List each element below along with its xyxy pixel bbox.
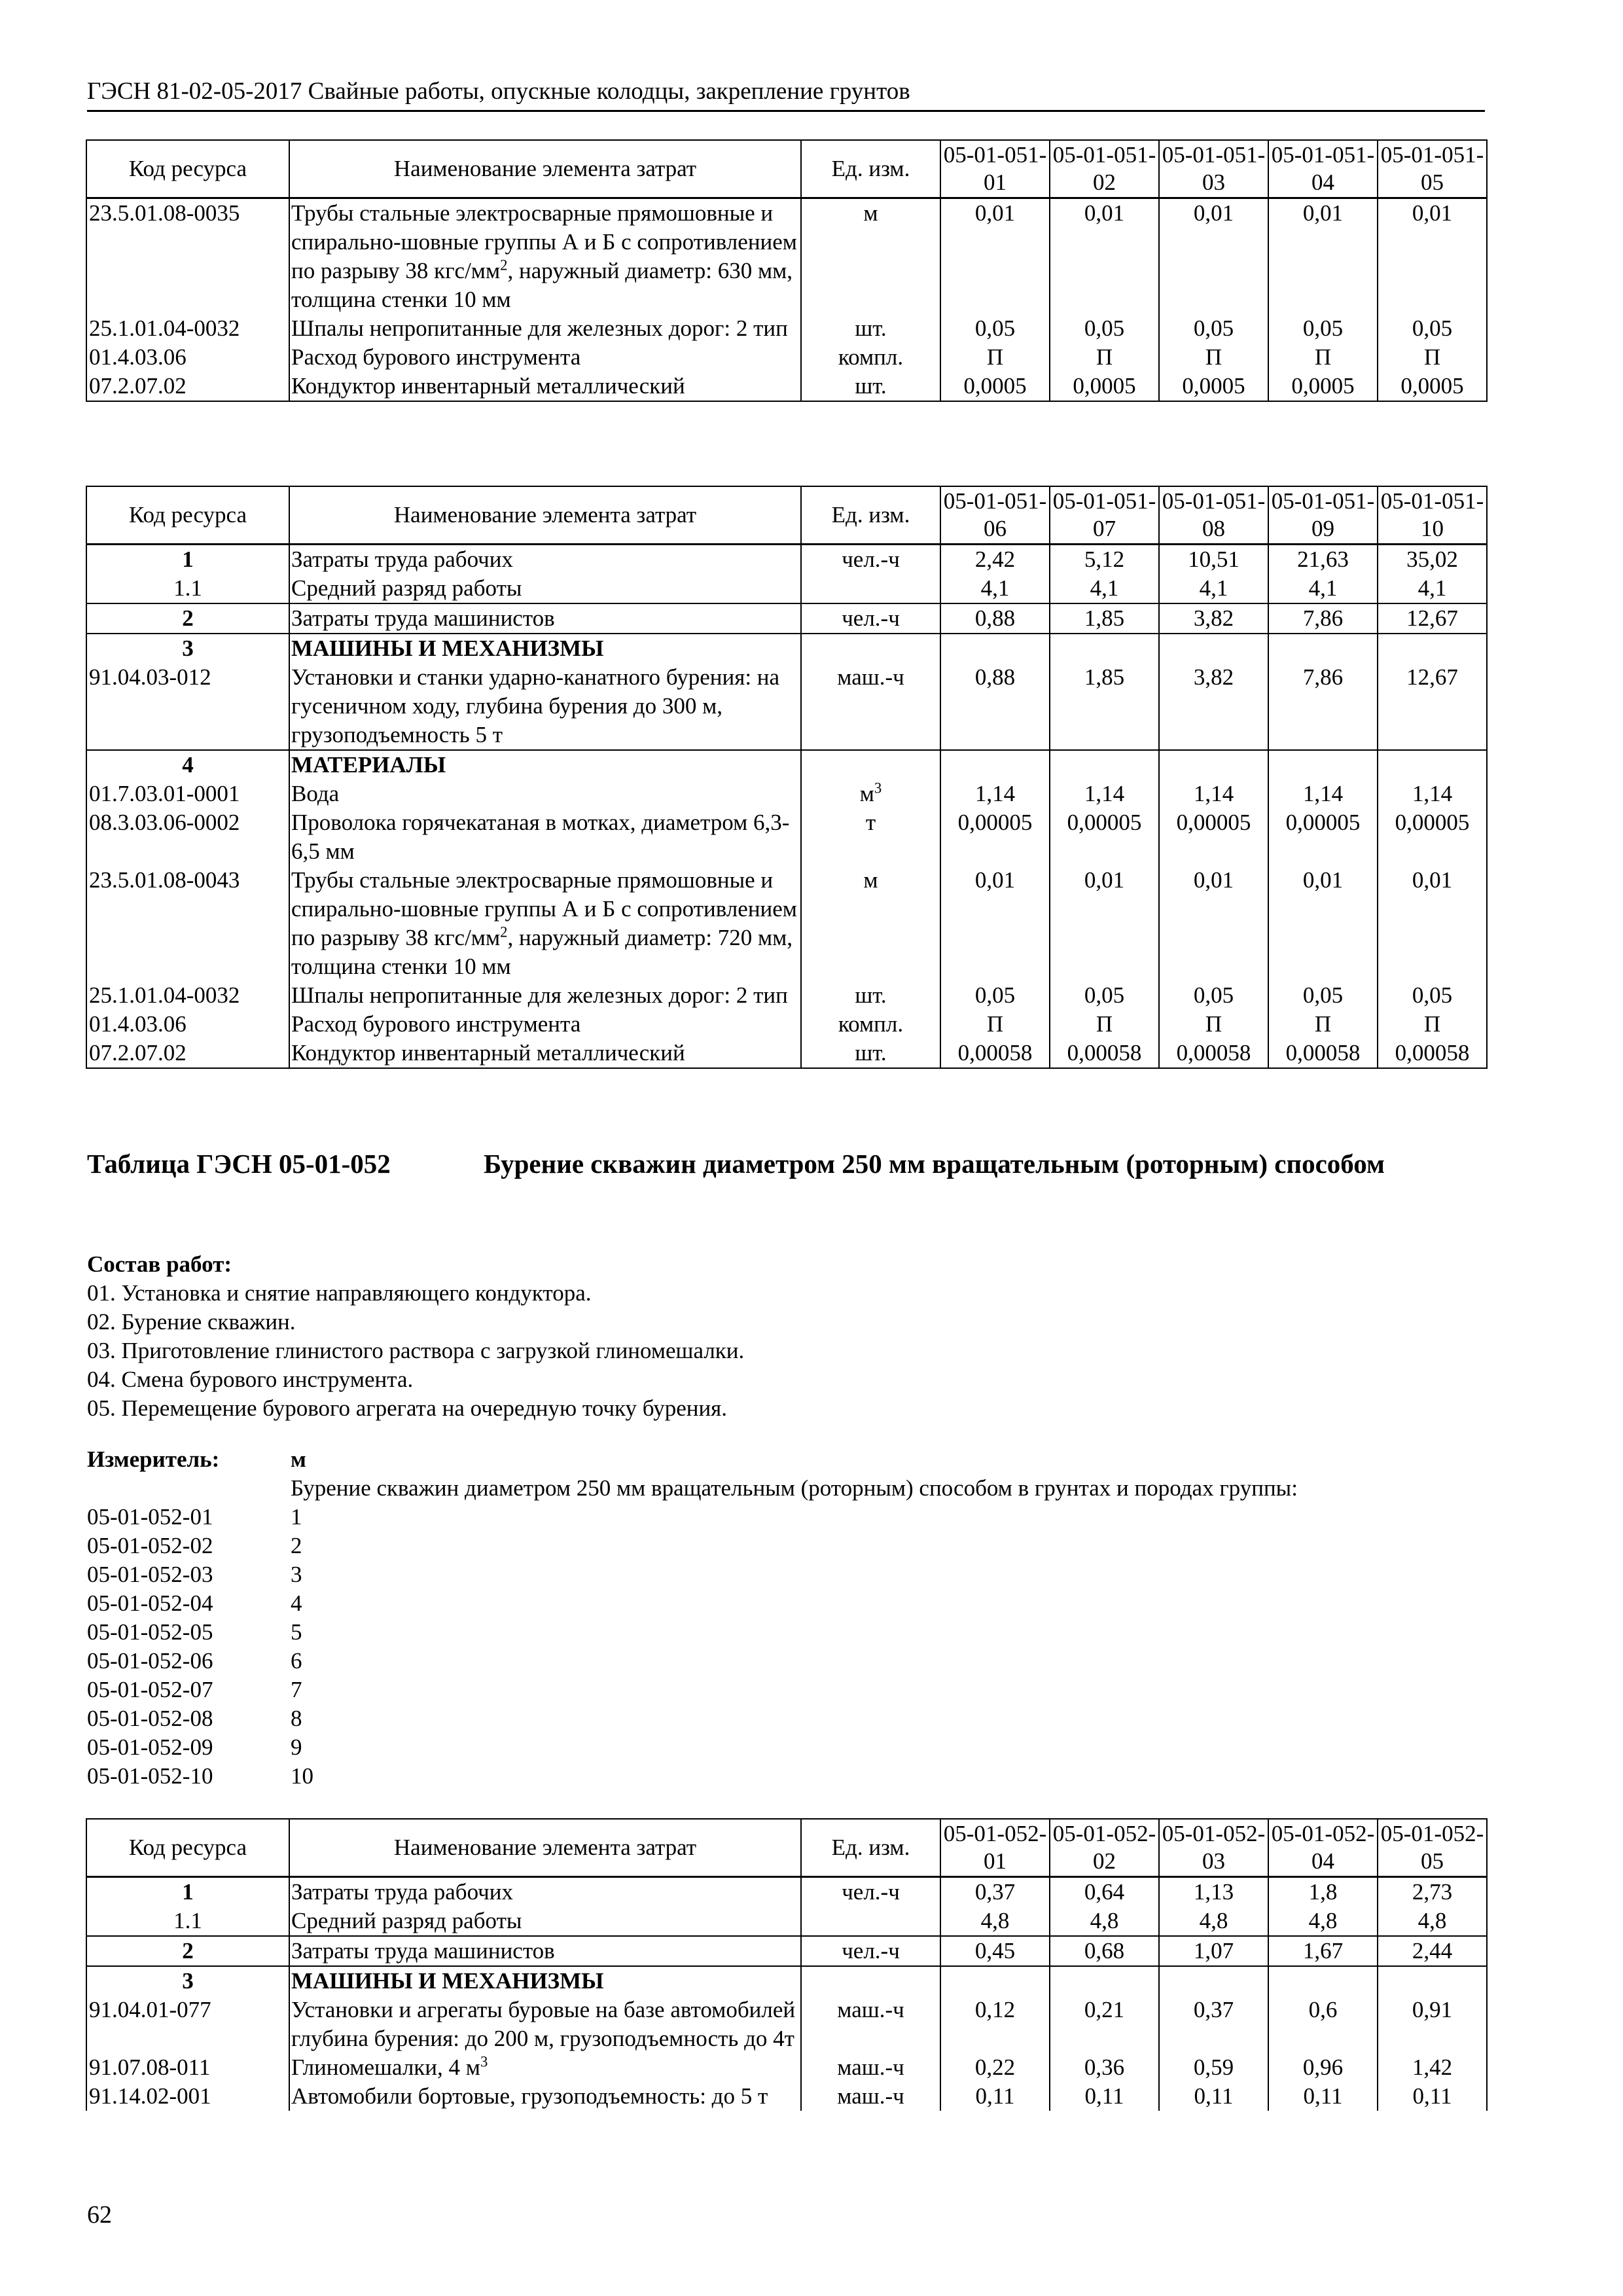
col-header-norm: 05-01-052-03 <box>1159 1819 1268 1876</box>
norm-value: П <box>1378 343 1487 372</box>
resource-code: 25.1.01.04-0032 <box>86 981 289 1010</box>
composition-item: 02. Бурение скважин. <box>87 1309 296 1335</box>
norm-value: 0,01 <box>1268 198 1378 314</box>
table-header-row <box>86 140 1487 198</box>
norm-value: 0,37 <box>1159 1996 1268 2053</box>
norm-value: 0,11 <box>1378 2082 1487 2111</box>
resource-table-052-01-05 <box>86 1818 1488 2111</box>
norm-value: 2,42 <box>940 544 1050 574</box>
col-header-code: Код ресурса <box>86 486 289 544</box>
norm-value: 0,00058 <box>940 1039 1050 1068</box>
norm-code: 05-01-052-08 <box>87 1706 213 1731</box>
norm-value: 1,14 <box>1050 780 1159 808</box>
norm-value: 0,64 <box>1050 1876 1159 1907</box>
table-row <box>86 544 1487 574</box>
resource-code: 01.4.03.06 <box>86 1010 289 1039</box>
resource-unit: чел.-ч <box>801 544 940 574</box>
norm-value: 21,63 <box>1268 544 1378 574</box>
norm-value: 1,14 <box>940 780 1050 808</box>
resource-name: Затраты труда рабочих <box>289 544 801 574</box>
resource-code: 01.4.03.06 <box>86 343 289 372</box>
resource-code: 91.14.02-001 <box>86 2082 289 2111</box>
table-header-row <box>86 486 1487 544</box>
col-header-unit: Ед. изм. <box>801 486 940 544</box>
resource-unit: маш.-ч <box>801 2082 940 2111</box>
resource-name: Затраты труда рабочих <box>289 1876 801 1907</box>
table-header-row <box>86 1819 1487 1876</box>
norm-value: 3,82 <box>1159 603 1268 634</box>
norm-value: 0,37 <box>940 1876 1050 1907</box>
norm-value: 7,86 <box>1268 603 1378 634</box>
resource-name: Затраты труда машинистов <box>289 1936 801 1966</box>
soil-group: 1 <box>291 1504 302 1530</box>
resource-code: 25.1.01.04-0032 <box>86 314 289 343</box>
norm-code: 05-01-052-03 <box>87 1562 213 1587</box>
resource-name: Проволока горячекатаная в мотках, диаметром 6,3-6,5 мм <box>289 808 801 866</box>
soil-group: 2 <box>291 1533 302 1558</box>
norm-value: 0,05 <box>1378 981 1487 1010</box>
resource-name: Трубы стальные электросварные прямошовные и спирально-шовные группы А и Б с сопротивлением по разрыву 38 кгс/$мм^2$, наружный диаметр: 720 мм, толщина стенки 10 мм <box>289 866 801 981</box>
norm-value: 4,1 <box>1268 574 1378 603</box>
norm-value: 1,14 <box>1378 780 1487 808</box>
resource-unit: $м^3$ <box>801 780 940 808</box>
resource-unit: маш.-ч <box>801 663 940 750</box>
norm-value: 0,00058 <box>1378 1039 1487 1068</box>
soil-group: 3 <box>291 1562 302 1587</box>
norm-value <box>1159 634 1268 663</box>
soil-group: 6 <box>291 1648 302 1674</box>
composition-of-works <box>87 1250 744 1423</box>
resource-unit: шт. <box>801 314 940 343</box>
resource-unit: чел.-ч <box>801 603 940 634</box>
resource-code: 91.04.03-012 <box>86 663 289 750</box>
norm-value <box>940 1966 1050 1996</box>
col-header-name: Наименование элемента затрат <box>289 486 801 544</box>
norm-value: 1,85 <box>1050 663 1159 750</box>
norm-value <box>1159 1966 1268 1996</box>
resource-name: Вода <box>289 780 801 808</box>
table-title: Бурение скважин диаметром 250 мм вращательным (роторным) способом <box>484 1149 1385 1179</box>
norm-value: 0,01 <box>1159 866 1268 981</box>
norm-value: 0,05 <box>1159 314 1268 343</box>
col-header-norm: 05-01-052-04 <box>1268 1819 1378 1876</box>
table-row <box>86 1876 1487 1907</box>
norm-value <box>1050 750 1159 780</box>
norm-value: 0,00005 <box>1159 808 1268 866</box>
resource-code: 91.07.08-011 <box>86 2053 289 2082</box>
resource-code: 3 <box>86 1966 289 1996</box>
resource-name: Глиномешалки, 4 $м^3$ <box>289 2053 801 2082</box>
resource-name: Автомобили бортовые, грузоподъемность: до 5 т <box>289 2082 801 2111</box>
resource-code: 2 <box>86 1936 289 1966</box>
norm-value: 0,01 <box>1050 198 1159 314</box>
table-row <box>86 1907 1487 1936</box>
table-row <box>86 2053 1487 2082</box>
table-row <box>86 1039 1487 1068</box>
resource-name: Шпалы непропитанные для железных дорог: 2 тип <box>289 981 801 1010</box>
col-header-norm: 05-01-051-04 <box>1268 140 1378 198</box>
norm-value: 0,91 <box>1378 1996 1487 2053</box>
norm-value <box>940 634 1050 663</box>
col-header-norm: 05-01-051-09 <box>1268 486 1378 544</box>
norm-code: 05-01-052-02 <box>87 1533 213 1558</box>
norm-value: 0,0005 <box>1050 372 1159 401</box>
norm-value: 4,1 <box>1159 574 1268 603</box>
col-header-name: Наименование элемента затрат <box>289 140 801 198</box>
norm-value: 0,11 <box>1050 2082 1159 2111</box>
table-row <box>86 574 1487 603</box>
norm-value: 0,11 <box>940 2082 1050 2111</box>
resource-code: 08.3.03.06-0002 <box>86 808 289 866</box>
norm-value: 4,8 <box>1378 1907 1487 1936</box>
resource-name: Кондуктор инвентарный металлический <box>289 1039 801 1068</box>
norm-code: 05-01-052-01 <box>87 1504 213 1530</box>
norm-value: 0,01 <box>1268 866 1378 981</box>
norm-value: 0,00005 <box>1378 808 1487 866</box>
soil-group: 9 <box>291 1734 302 1760</box>
norm-value: 0,05 <box>1159 981 1268 1010</box>
measure-label: Измеритель: <box>87 1446 220 1472</box>
norm-value <box>1050 1966 1159 1996</box>
table-row <box>86 808 1487 866</box>
norm-value: 2,44 <box>1378 1936 1487 1966</box>
norm-value: 0,68 <box>1050 1936 1159 1966</box>
norm-value: 0,21 <box>1050 1996 1159 2053</box>
norm-value: 0,00058 <box>1268 1039 1378 1068</box>
resource-unit: маш.-ч <box>801 1996 940 2053</box>
norm-code: 05-01-052-04 <box>87 1590 213 1616</box>
resource-code: 1.1 <box>86 1907 289 1936</box>
norm-value <box>1268 750 1378 780</box>
norm-value: 0,12 <box>940 1996 1050 2053</box>
resource-unit: шт. <box>801 372 940 401</box>
composition-heading: Состав работ: <box>87 1251 232 1277</box>
norm-value: 0,01 <box>1050 866 1159 981</box>
norm-value: 7,86 <box>1268 663 1378 750</box>
norm-value: 1,8 <box>1268 1876 1378 1907</box>
page-header <box>87 76 1485 112</box>
table-row <box>86 981 1487 1010</box>
col-header-norm: 05-01-052-05 <box>1378 1819 1487 1876</box>
col-header-unit: Ед. изм. <box>801 140 940 198</box>
norm-value: 0,01 <box>940 866 1050 981</box>
resource-unit <box>801 1966 940 1996</box>
norm-value: 0,6 <box>1268 1996 1378 2053</box>
resource-code: 01.7.03.01-0001 <box>86 780 289 808</box>
norm-value: 12,67 <box>1378 603 1487 634</box>
norm-value: П <box>1268 1010 1378 1039</box>
norm-value: 0,05 <box>1050 314 1159 343</box>
norm-value: 0,05 <box>940 981 1050 1010</box>
composition-item: 04. Смена бурового инструмента. <box>87 1367 414 1392</box>
resource-unit: компл. <box>801 343 940 372</box>
col-header-name: Наименование элемента затрат <box>289 1819 801 1876</box>
col-header-code: Код ресурса <box>86 140 289 198</box>
norm-value: 1,14 <box>1159 780 1268 808</box>
section-heading: МАШИНЫ И МЕХАНИЗМЫ <box>289 634 801 663</box>
norm-value <box>1378 750 1487 780</box>
norm-value: 0,11 <box>1268 2082 1378 2111</box>
norm-value: 0,01 <box>1378 198 1487 314</box>
norm-value: 0,22 <box>940 2053 1050 2082</box>
table-row <box>86 372 1487 401</box>
norm-value: П <box>1050 1010 1159 1039</box>
norm-value: 4,8 <box>1159 1907 1268 1936</box>
norm-value: 1,67 <box>1268 1936 1378 1966</box>
table-row <box>86 866 1487 981</box>
measure-unit: м <box>291 1446 306 1472</box>
soil-group: 4 <box>291 1590 302 1616</box>
table-row <box>86 1996 1487 2053</box>
norm-code: 05-01-052-06 <box>87 1648 213 1674</box>
resource-unit <box>801 750 940 780</box>
resource-table-051-06-10 <box>86 486 1488 1069</box>
norm-value: 4,1 <box>1050 574 1159 603</box>
norm-value: 4,8 <box>940 1907 1050 1936</box>
norm-value: 0,00005 <box>1050 808 1159 866</box>
norm-value: 12,67 <box>1378 663 1487 750</box>
table-row <box>86 750 1487 780</box>
norm-value: 0,11 <box>1159 2082 1268 2111</box>
table-row <box>86 634 1487 663</box>
resource-unit: т <box>801 808 940 866</box>
table-row <box>86 343 1487 372</box>
col-header-norm: 05-01-051-06 <box>940 486 1050 544</box>
resource-unit <box>801 574 940 603</box>
resource-code: 1.1 <box>86 574 289 603</box>
norm-value: 1,07 <box>1159 1936 1268 1966</box>
norm-value: 0,01 <box>1159 198 1268 314</box>
norm-value: 1,14 <box>1268 780 1378 808</box>
norm-value: 0,0005 <box>940 372 1050 401</box>
resource-unit: м <box>801 198 940 314</box>
norm-value: 1,13 <box>1159 1876 1268 1907</box>
col-header-norm: 05-01-051-02 <box>1050 140 1159 198</box>
resource-code: 1 <box>86 1876 289 1907</box>
resource-code: 3 <box>86 634 289 663</box>
resource-name: Трубы стальные электросварные прямошовные и спирально-шовные группы А и Б с сопротивлением по разрыву 38 кгс/$мм^2$, наружный диаметр: 630 мм, толщина стенки 10 мм <box>289 198 801 314</box>
norm-value: 0,0005 <box>1378 372 1487 401</box>
norm-value: 1,85 <box>1050 603 1159 634</box>
resource-code: 23.5.01.08-0043 <box>86 866 289 981</box>
norm-value <box>1378 634 1487 663</box>
resource-table-051-01-05 <box>86 139 1488 402</box>
resource-code: 91.04.01-077 <box>86 1996 289 2053</box>
col-header-code: Код ресурса <box>86 1819 289 1876</box>
resource-code: 1 <box>86 544 289 574</box>
page-number: 62 <box>87 2201 112 2229</box>
norm-value: 10,51 <box>1159 544 1268 574</box>
resource-unit: шт. <box>801 1039 940 1068</box>
norm-value: 0,00058 <box>1159 1039 1268 1068</box>
norm-value: 0,88 <box>940 603 1050 634</box>
norm-value: П <box>1268 343 1378 372</box>
resource-name: Расход бурового инструмента <box>289 343 801 372</box>
norm-value <box>940 750 1050 780</box>
soil-group: 7 <box>291 1677 302 1702</box>
norm-value: П <box>1159 343 1268 372</box>
composition-item: 01. Установка и снятие направляющего кондуктора. <box>87 1280 592 1306</box>
resource-name: Установки и агрегаты буровые на базе автомобилей глубина бурения: до 200 м, грузоподъемность до 4т <box>289 1996 801 2053</box>
norm-value: 0,88 <box>940 663 1050 750</box>
resource-unit: компл. <box>801 1010 940 1039</box>
table-row <box>86 198 1487 314</box>
resource-code: 07.2.07.02 <box>86 1039 289 1068</box>
norm-code: 05-01-052-09 <box>87 1734 213 1760</box>
norm-value: 0,00058 <box>1050 1039 1159 1068</box>
norm-value: 1,42 <box>1378 2053 1487 2082</box>
norm-value: 0,45 <box>940 1936 1050 1966</box>
resource-name: Расход бурового инструмента <box>289 1010 801 1039</box>
norm-value: 0,01 <box>940 198 1050 314</box>
norm-value: 0,00005 <box>1268 808 1378 866</box>
norm-value: П <box>1159 1010 1268 1039</box>
norm-value: 0,05 <box>1268 981 1378 1010</box>
col-header-norm: 05-01-051-03 <box>1159 140 1268 198</box>
soil-group: 5 <box>291 1619 302 1645</box>
norm-value: 4,8 <box>1050 1907 1159 1936</box>
norm-value: 0,36 <box>1050 2053 1159 2082</box>
table-row <box>86 603 1487 634</box>
table-row <box>86 780 1487 808</box>
norm-value: П <box>1050 343 1159 372</box>
col-header-norm: 05-01-051-08 <box>1159 486 1268 544</box>
norm-value: 0,01 <box>1378 866 1487 981</box>
col-header-norm: 05-01-052-01 <box>940 1819 1050 1876</box>
norm-value: 0,00005 <box>940 808 1050 866</box>
norm-value <box>1378 1966 1487 1996</box>
norm-value: П <box>940 1010 1050 1039</box>
norm-value <box>1268 634 1378 663</box>
measure-description: Бурение скважин диаметром 250 мм вращательным (роторным) способом в грунтах и породах группы: <box>291 1475 1298 1501</box>
norm-value: 35,02 <box>1378 544 1487 574</box>
col-header-norm: 05-01-051-01 <box>940 140 1050 198</box>
resource-name: Установки и станки ударно-канатного бурения: на гусеничном ходу, глубина бурения до 300 м, грузоподъемность 5 т <box>289 663 801 750</box>
resource-code: 23.5.01.08-0035 <box>86 198 289 314</box>
resource-name: Шпалы непропитанные для железных дорог: 2 тип <box>289 314 801 343</box>
resource-code: 07.2.07.02 <box>86 372 289 401</box>
resource-unit <box>801 634 940 663</box>
resource-unit: шт. <box>801 981 940 1010</box>
norm-value: 0,59 <box>1159 2053 1268 2082</box>
norm-value: 0,0005 <box>1268 372 1378 401</box>
norm-code: 05-01-052-10 <box>87 1763 213 1789</box>
norm-code: 05-01-052-05 <box>87 1619 213 1645</box>
norm-value <box>1268 1966 1378 1996</box>
col-header-norm: 05-01-051-07 <box>1050 486 1159 544</box>
norm-value: П <box>1378 1010 1487 1039</box>
norm-value: 0,0005 <box>1159 372 1268 401</box>
col-header-norm: 05-01-051-10 <box>1378 486 1487 544</box>
table-row <box>86 1936 1487 1966</box>
resource-unit: чел.-ч <box>801 1876 940 1907</box>
norm-value: 0,05 <box>940 314 1050 343</box>
norm-value: 4,1 <box>940 574 1050 603</box>
resource-name: Кондуктор инвентарный металлический <box>289 372 801 401</box>
table-label: Таблица ГЭСН 05-01-052 <box>87 1149 391 1179</box>
resource-unit <box>801 1907 940 1936</box>
norm-value: 0,05 <box>1050 981 1159 1010</box>
norm-value <box>1050 634 1159 663</box>
soil-group: 8 <box>291 1706 302 1731</box>
norm-value: П <box>940 343 1050 372</box>
resource-unit: м <box>801 866 940 981</box>
section-heading: МАШИНЫ И МЕХАНИЗМЫ <box>289 1966 801 1996</box>
norm-value: 0,05 <box>1378 314 1487 343</box>
norm-code: 05-01-052-07 <box>87 1677 213 1702</box>
resource-code: 4 <box>86 750 289 780</box>
table-row <box>86 1010 1487 1039</box>
norm-value <box>1159 750 1268 780</box>
table-row <box>86 1966 1487 1996</box>
resource-name: Средний разряд работы <box>289 574 801 603</box>
norm-value: 0,96 <box>1268 2053 1378 2082</box>
norm-value: 5,12 <box>1050 544 1159 574</box>
norm-value: 3,82 <box>1159 663 1268 750</box>
norm-value: 0,05 <box>1268 314 1378 343</box>
resource-name: Средний разряд работы <box>289 1907 801 1936</box>
table-row <box>86 314 1487 343</box>
resource-code: 2 <box>86 603 289 634</box>
composition-item: 03. Приготовление глинистого раствора с загрузкой глиномешалки. <box>87 1338 745 1363</box>
col-header-norm: 05-01-051-05 <box>1378 140 1487 198</box>
composition-item: 05. Перемещение бурового агрегата на очередную точку бурения. <box>87 1395 728 1421</box>
col-header-unit: Ед. изм. <box>801 1819 940 1876</box>
table-row <box>86 2082 1487 2111</box>
section-heading: МАТЕРИАЛЫ <box>289 750 801 780</box>
table-row <box>86 663 1487 750</box>
resource-name: Затраты труда машинистов <box>289 603 801 634</box>
norm-value: 4,1 <box>1378 574 1487 603</box>
document-title: ГЭСН 81-02-05-2017 Свайные работы, опускные колодцы, закрепление грунтов <box>87 78 910 105</box>
resource-unit: маш.-ч <box>801 2053 940 2082</box>
col-header-norm: 05-01-052-02 <box>1050 1819 1159 1876</box>
resource-unit: чел.-ч <box>801 1936 940 1966</box>
norm-value: 2,73 <box>1378 1876 1487 1907</box>
norm-value: 4,8 <box>1268 1907 1378 1936</box>
soil-group: 10 <box>291 1763 313 1789</box>
